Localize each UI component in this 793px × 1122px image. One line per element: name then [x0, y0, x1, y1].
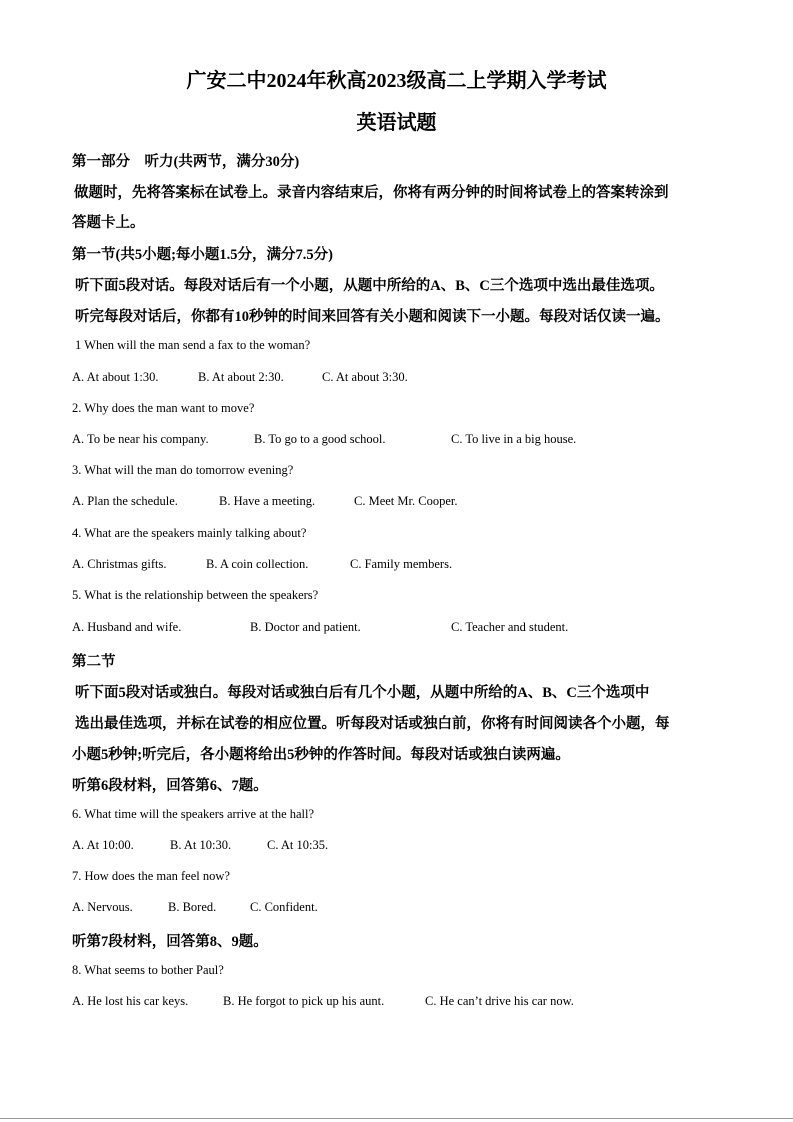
- option-3c: C. Meet Mr. Cooper.: [354, 494, 458, 508]
- option-8b: B. He forgot to pick up his aunt.: [223, 994, 385, 1008]
- option-5c: C. Teacher and student.: [451, 620, 569, 634]
- section2-instruction-3: 小题5秒钟;听完后，各小题将给出5秒钟的作答时间。每段对话或独白读两遍。: [72, 747, 570, 763]
- option-1c: C. At about 3:30.: [322, 370, 408, 384]
- exam-title: 广安二中2024年秋高2023级高二上学期入学考试: [186, 70, 607, 92]
- question-8: 8. What seems to bother Paul?: [72, 963, 224, 977]
- option-3a: A. Plan the schedule.: [72, 494, 178, 508]
- section1-heading: 第一节(共5小题;每小题1.5分，满分7.5分): [72, 247, 333, 263]
- question-4: 4. What are the speakers mainly talking about?: [72, 526, 307, 540]
- option-4a: A. Christmas gifts.: [72, 557, 167, 571]
- question-7: 7. How does the man feel now?: [72, 869, 230, 883]
- section1-instruction-1: 听下面5段对话。每段对话后有一个小题，从题中所给的A、B、C三个选项中选出最佳选项。: [75, 278, 664, 294]
- option-8c: C. He can’t drive his car now.: [425, 994, 574, 1008]
- option-7c: C. Confident.: [250, 900, 318, 914]
- question-1: 1 When will the man send a fax to the woman?: [75, 338, 311, 352]
- option-4b: B. A coin collection.: [206, 557, 309, 571]
- option-6c: C. At 10:35.: [267, 838, 329, 852]
- section2-instruction-1: 听下面5段对话或独白。每段对话或独白后有几个小题，从题中所给的A、B、C三个选项中: [75, 685, 650, 701]
- option-2c: C. To live in a big house.: [451, 432, 577, 446]
- option-3b: B. Have a meeting.: [219, 494, 316, 508]
- option-8a: A. He lost his car keys.: [72, 994, 189, 1008]
- section2-instruction-2: 选出最佳选项，并标在试卷的相应位置。听每段对话或独白前，你将有时间阅读各个小题，每: [75, 716, 670, 732]
- option-1a: A. At about 1:30.: [72, 370, 159, 384]
- question-5: 5. What is the relationship between the speakers?: [72, 588, 319, 602]
- material6-heading: 听第6段材料，回答第6、7题。: [72, 778, 268, 794]
- intro-line-1: 做题时，先将答案标在试卷上。录音内容结束后，你将有两分钟的时间将试卷上的答案转涂到: [74, 185, 669, 201]
- section2-heading: 第二节: [72, 654, 116, 670]
- option-1b: B. At about 2:30.: [198, 370, 284, 384]
- option-7a: A. Nervous.: [72, 900, 133, 914]
- option-4c: C. Family members.: [350, 557, 453, 571]
- section1-instruction-2: 听完每段对话后，你都有10秒钟的时间来回答有关小题和阅读下一小题。每段对话仅读一遍。: [75, 309, 670, 325]
- exam-subtitle: 英语试题: [356, 112, 437, 134]
- option-2a: A. To be near his company.: [72, 432, 209, 446]
- option-6a: A. At 10:00.: [72, 838, 134, 852]
- question-2: 2. Why does the man want to move?: [72, 401, 255, 415]
- material7-heading: 听第7段材料，回答第8、9题。: [72, 934, 268, 950]
- option-5a: A. Husband and wife.: [72, 620, 182, 634]
- part1-heading: 第一部分 听力(共两节，满分30分): [72, 154, 300, 170]
- question-3: 3. What will the man do tomorrow evening?: [72, 463, 294, 477]
- option-5b: B. Doctor and patient.: [250, 620, 361, 634]
- intro-line-2: 答题卡上。: [72, 215, 145, 231]
- page-bottom-rule: [0, 1118, 793, 1119]
- option-6b: B. At 10:30.: [170, 838, 232, 852]
- option-2b: B. To go to a good school.: [254, 432, 386, 446]
- option-7b: B. Bored.: [168, 900, 217, 914]
- question-6: 6. What time will the speakers arrive at the hall?: [72, 807, 315, 821]
